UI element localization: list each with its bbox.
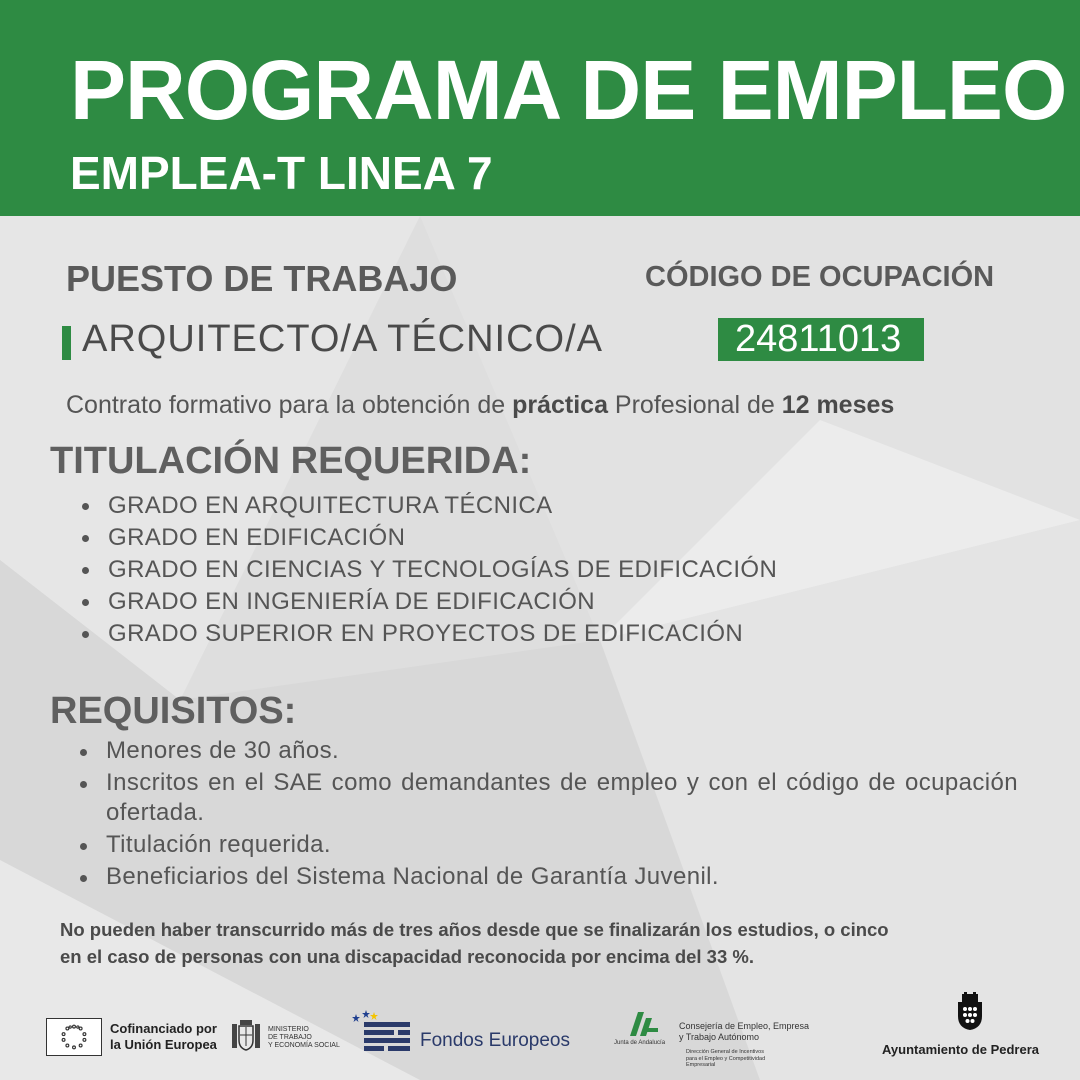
direccion-line-1: Dirección General de Incentivos	[686, 1049, 764, 1055]
ayuntamiento-text: Ayuntamiento de Pedrera	[882, 1042, 1040, 1057]
requisitos-heading: REQUISITOS:	[50, 690, 297, 732]
pedrera-crest-icon	[952, 992, 988, 1032]
header-banner	[0, 0, 1080, 216]
list-item: GRADO SUPERIOR EN PROYECTOS DE EDIFICACIÓN	[80, 618, 777, 650]
list-item: GRADO EN INGENIERÍA DE EDIFICACIÓN	[80, 586, 777, 618]
contract-text-practica: práctica	[512, 391, 608, 419]
contract-description	[66, 391, 894, 420]
contract-text-middle: Profesional de	[607, 391, 782, 419]
job-accent-bar	[62, 326, 71, 360]
ministry-text	[268, 1026, 340, 1050]
fondos-europeos-text: Fondos Europeos	[420, 1030, 570, 1051]
ministry-line-1: MINISTERIO	[268, 1026, 309, 1033]
job-title: ARQUITECTO/A TÉCNICO/A	[82, 318, 604, 360]
list-item: GRADO EN EDIFICACIÓN	[80, 522, 777, 554]
occupation-code-label: CÓDIGO DE OCUPACIÓN	[645, 261, 995, 293]
consejeria-text	[679, 1021, 809, 1043]
note-line-2: en el caso de personas con una discapacidad reconocida por encima del 33 %.	[60, 946, 754, 967]
page-subtitle: EMPLEA-T LINEA 7	[70, 147, 493, 199]
spain-coat-of-arms-icon	[228, 1018, 264, 1054]
list-item: Inscritos en el SAE como demandantes de empleo y con el código de ocupación ofertada.	[78, 768, 1018, 828]
consejeria-line-1: Consejería de Empleo, Empresa	[679, 1021, 810, 1031]
fondos-europeos-icon	[352, 1008, 412, 1056]
list-item: GRADO EN ARQUITECTURA TÉCNICA	[80, 490, 777, 522]
contract-text-prefix: Contrato formativo para la obtención de	[66, 391, 513, 419]
eu-flag-icon	[46, 1018, 102, 1056]
sponsor-logos	[0, 990, 1080, 1080]
occupation-code-badge: 24811013	[718, 318, 924, 361]
eu-line-2: la Unión Europea	[110, 1037, 217, 1052]
ministry-line-3: Y ECONOMÍA SOCIAL	[268, 1042, 340, 1049]
ministry-line-2: DE TRABAJO	[268, 1034, 312, 1041]
direccion-general-text	[686, 1049, 765, 1069]
list-item: Menores de 30 años.	[78, 736, 1018, 766]
junta-andalucia-icon	[624, 1010, 660, 1038]
consejeria-line-2: y Trabajo Autónomo	[679, 1032, 760, 1042]
list-item: Titulación requerida.	[78, 830, 1018, 860]
eu-cofinanced-text	[110, 1021, 217, 1053]
list-item: GRADO EN CIENCIAS Y TECNOLOGÍAS DE EDIFICACIÓN	[80, 554, 777, 586]
titulacion-list	[80, 490, 777, 650]
titulacion-heading: TITULACIÓN REQUERIDA:	[50, 440, 532, 482]
page-title: PROGRAMA DE EMPLEO	[70, 43, 1067, 137]
direccion-line-2: para el Empleo y Competitividad	[686, 1055, 766, 1062]
eligibility-note	[60, 916, 980, 970]
list-item: Beneficiarios del Sistema Nacional de Garantía Juvenil.	[78, 862, 1018, 892]
eu-line-1: Cofinanciado por	[110, 1021, 217, 1036]
contract-text-duration: 12 meses	[781, 391, 895, 419]
note-line-1: No pueden haber transcurrido más de tres años desde que se finalizarán los estudios, o cinco	[60, 919, 889, 940]
requisitos-list	[78, 736, 1018, 894]
junta-andalucia-text: Junta de Andalucía	[614, 1040, 666, 1046]
job-label: PUESTO DE TRABAJO	[66, 258, 458, 299]
direccion-line-3: Empresarial	[686, 1062, 716, 1068]
